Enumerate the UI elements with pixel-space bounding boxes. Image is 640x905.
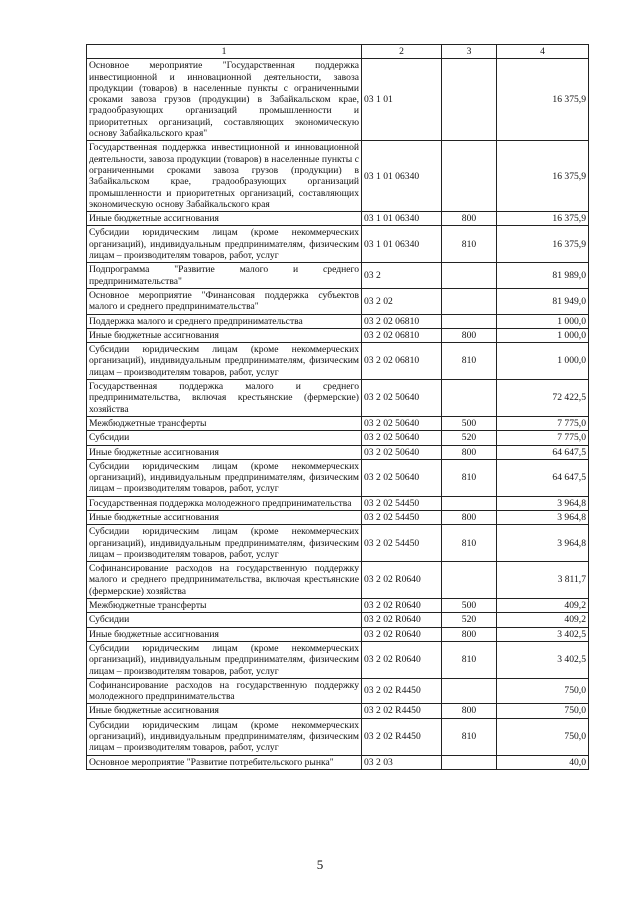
row-amount: 16 375,9 bbox=[497, 212, 589, 226]
row-code: 03 2 02 06810 bbox=[362, 343, 442, 380]
table-row bbox=[87, 416, 589, 430]
row-type: 800 bbox=[442, 627, 497, 641]
table-row bbox=[87, 613, 589, 627]
row-type: 800 bbox=[442, 212, 497, 226]
row-name: Межбюджетные трансферты bbox=[87, 416, 362, 430]
table-row bbox=[87, 328, 589, 342]
row-amount: 750,0 bbox=[497, 704, 589, 718]
row-name: Субсидии юридическим лицам (кроме некоммерческих организаций), индивидуальным предпринимателям, физическим лицам – производителям товаров, работ, услуг bbox=[87, 718, 362, 755]
row-amount: 750,0 bbox=[497, 718, 589, 755]
row-code: 03 2 02 R4450 bbox=[362, 704, 442, 718]
row-amount: 3 402,5 bbox=[497, 627, 589, 641]
row-type: 810 bbox=[442, 525, 497, 562]
row-amount: 16 375,9 bbox=[497, 141, 589, 212]
row-code: 03 2 02 R0640 bbox=[362, 613, 442, 627]
row-type bbox=[442, 141, 497, 212]
row-amount: 64 647,5 bbox=[497, 445, 589, 459]
row-code: 03 2 bbox=[362, 263, 442, 289]
row-code: 03 2 03 bbox=[362, 755, 442, 769]
table-row bbox=[87, 314, 589, 328]
row-type: 800 bbox=[442, 328, 497, 342]
table-row bbox=[87, 380, 589, 417]
row-code: 03 2 02 R4450 bbox=[362, 678, 442, 704]
row-name: Субсидии юридическим лицам (кроме некоммерческих организаций), индивидуальным предпринимателям, физическим лицам – производителям товаров, работ, услуг bbox=[87, 525, 362, 562]
column-number-2: 2 bbox=[362, 45, 442, 59]
table-row bbox=[87, 226, 589, 263]
column-number-3: 3 bbox=[442, 45, 497, 59]
row-type: 810 bbox=[442, 226, 497, 263]
table-row bbox=[87, 343, 589, 380]
row-type: 800 bbox=[442, 445, 497, 459]
row-amount: 81 989,0 bbox=[497, 263, 589, 289]
row-amount: 750,0 bbox=[497, 678, 589, 704]
table-body bbox=[87, 45, 589, 770]
row-name: Софинансирование расходов на государственную поддержку малого и среднего предпринимательства, включая крестьянские (фермерские) хозяйства bbox=[87, 562, 362, 599]
table-row bbox=[87, 510, 589, 524]
row-amount: 409,2 bbox=[497, 613, 589, 627]
row-type: 520 bbox=[442, 431, 497, 445]
row-code: 03 2 02 50640 bbox=[362, 459, 442, 496]
table-row bbox=[87, 718, 589, 755]
table-row bbox=[87, 641, 589, 678]
row-name: Субсидии юридическим лицам (кроме некоммерческих организаций), индивидуальным предпринимателям, физическим лицам – производителям товаров, работ, услуг bbox=[87, 226, 362, 263]
row-name: Иные бюджетные ассигнования bbox=[87, 627, 362, 641]
row-name: Государственная поддержка молодежного предпринимательства bbox=[87, 496, 362, 510]
row-code: 03 2 02 R0640 bbox=[362, 641, 442, 678]
row-name: Софинансирование расходов на государственную поддержку молодежного предпринимательства bbox=[87, 678, 362, 704]
row-code: 03 2 02 50640 bbox=[362, 431, 442, 445]
row-code: 03 2 02 50640 bbox=[362, 380, 442, 417]
row-amount: 409,2 bbox=[497, 599, 589, 613]
row-amount: 3 402,5 bbox=[497, 641, 589, 678]
table-row bbox=[87, 141, 589, 212]
row-name: Субсидии bbox=[87, 431, 362, 445]
row-code: 03 2 02 06810 bbox=[362, 314, 442, 328]
row-code: 03 1 01 06340 bbox=[362, 141, 442, 212]
row-amount: 16 375,9 bbox=[497, 226, 589, 263]
table-row bbox=[87, 496, 589, 510]
row-name: Иные бюджетные ассигнования bbox=[87, 445, 362, 459]
row-type: 810 bbox=[442, 641, 497, 678]
table-row bbox=[87, 212, 589, 226]
row-type bbox=[442, 314, 497, 328]
row-type bbox=[442, 59, 497, 141]
table-row bbox=[87, 627, 589, 641]
table-row bbox=[87, 525, 589, 562]
row-amount: 7 775,0 bbox=[497, 431, 589, 445]
row-name: Основное мероприятие "Государственная поддержка инвестиционной и инновационной деятельности, завоза продукции (товаров) в населенные пункты с ограниченными сроками завоза грузов (продукции) в Забайкальском крае, градообразующих организаций промышленности и приоритетных организаций, составляющих экономическую основу Забайкальского края" bbox=[87, 59, 362, 141]
row-code: 03 2 02 R4450 bbox=[362, 718, 442, 755]
row-type: 800 bbox=[442, 510, 497, 524]
row-code: 03 2 02 54450 bbox=[362, 496, 442, 510]
row-name: Иные бюджетные ассигнования bbox=[87, 212, 362, 226]
table-row bbox=[87, 678, 589, 704]
row-amount: 1 000,0 bbox=[497, 343, 589, 380]
row-name: Иные бюджетные ассигнования bbox=[87, 510, 362, 524]
column-number-4: 4 bbox=[497, 45, 589, 59]
row-code: 03 1 01 bbox=[362, 59, 442, 141]
table-row bbox=[87, 704, 589, 718]
row-amount: 1 000,0 bbox=[497, 328, 589, 342]
row-name: Государственная поддержка малого и среднего предпринимательства, включая крестьянские (фермерские) хозяйства bbox=[87, 380, 362, 417]
row-code: 03 2 02 54450 bbox=[362, 525, 442, 562]
row-name: Государственная поддержка инвестиционной и инновационной деятельности, завоза продукции (товаров) в населенные пункты с ограниченными сроками завоза грузов (продукции) в Забайкальском крае, градообразующих организаций промышленности и приоритетных организаций, составляющих экономическую основу Забайкальского края bbox=[87, 141, 362, 212]
row-type: 500 bbox=[442, 416, 497, 430]
row-type bbox=[442, 755, 497, 769]
row-code: 03 2 02 bbox=[362, 288, 442, 314]
row-type bbox=[442, 496, 497, 510]
table-row bbox=[87, 562, 589, 599]
table-row bbox=[87, 59, 589, 141]
row-name: Субсидии юридическим лицам (кроме некоммерческих организаций), индивидуальным предпринимателям, физическим лицам – производителям товаров, работ, услуг bbox=[87, 459, 362, 496]
row-amount: 16 375,9 bbox=[497, 59, 589, 141]
row-name: Межбюджетные трансферты bbox=[87, 599, 362, 613]
row-amount: 64 647,5 bbox=[497, 459, 589, 496]
table-row bbox=[87, 263, 589, 289]
column-number-row bbox=[87, 45, 589, 59]
row-code: 03 1 01 06340 bbox=[362, 212, 442, 226]
row-amount: 3 811,7 bbox=[497, 562, 589, 599]
row-code: 03 2 02 R0640 bbox=[362, 599, 442, 613]
row-type bbox=[442, 678, 497, 704]
row-code: 03 2 02 R0640 bbox=[362, 627, 442, 641]
page-number: 5 bbox=[316, 857, 324, 872]
row-code: 03 2 02 50640 bbox=[362, 416, 442, 430]
row-type: 810 bbox=[442, 459, 497, 496]
row-name: Основное мероприятие "Финансовая поддержка субъектов малого и среднего предпринимательства" bbox=[87, 288, 362, 314]
row-amount: 3 964,8 bbox=[497, 525, 589, 562]
row-amount: 3 964,8 bbox=[497, 496, 589, 510]
row-amount: 7 775,0 bbox=[497, 416, 589, 430]
row-amount: 81 949,0 bbox=[497, 288, 589, 314]
row-amount: 72 422,5 bbox=[497, 380, 589, 417]
row-type bbox=[442, 562, 497, 599]
row-amount: 1 000,0 bbox=[497, 314, 589, 328]
table-row bbox=[87, 599, 589, 613]
row-type bbox=[442, 380, 497, 417]
table-row bbox=[87, 288, 589, 314]
table-row bbox=[87, 459, 589, 496]
row-name: Субсидии юридическим лицам (кроме некоммерческих организаций), индивидуальным предпринимателям, физическим лицам – производителям товаров, работ, услуг bbox=[87, 641, 362, 678]
row-name: Поддержка малого и среднего предпринимательства bbox=[87, 314, 362, 328]
row-code: 03 2 02 R0640 bbox=[362, 562, 442, 599]
row-type: 810 bbox=[442, 343, 497, 380]
row-code: 03 2 02 54450 bbox=[362, 510, 442, 524]
row-amount: 3 964,8 bbox=[497, 510, 589, 524]
row-type: 800 bbox=[442, 704, 497, 718]
row-type: 500 bbox=[442, 599, 497, 613]
table-row bbox=[87, 755, 589, 769]
row-code: 03 2 02 06810 bbox=[362, 328, 442, 342]
row-name: Субсидии юридическим лицам (кроме некоммерческих организаций), индивидуальным предпринимателям, физическим лицам – производителям товаров, работ, услуг bbox=[87, 343, 362, 380]
row-name: Иные бюджетные ассигнования bbox=[87, 704, 362, 718]
row-name: Подпрограмма "Развитие малого и среднего предпринимательства" bbox=[87, 263, 362, 289]
row-code: 03 2 02 50640 bbox=[362, 445, 442, 459]
row-type: 520 bbox=[442, 613, 497, 627]
row-type bbox=[442, 288, 497, 314]
row-type bbox=[442, 263, 497, 289]
table-row bbox=[87, 431, 589, 445]
row-name: Субсидии bbox=[87, 613, 362, 627]
budget-table bbox=[86, 44, 589, 770]
row-type: 810 bbox=[442, 718, 497, 755]
row-name: Основное мероприятие "Развитие потребительского рынка" bbox=[87, 755, 362, 769]
table-row bbox=[87, 445, 589, 459]
row-amount: 40,0 bbox=[497, 755, 589, 769]
row-name: Иные бюджетные ассигнования bbox=[87, 328, 362, 342]
column-number-1: 1 bbox=[87, 45, 362, 59]
row-code: 03 1 01 06340 bbox=[362, 226, 442, 263]
